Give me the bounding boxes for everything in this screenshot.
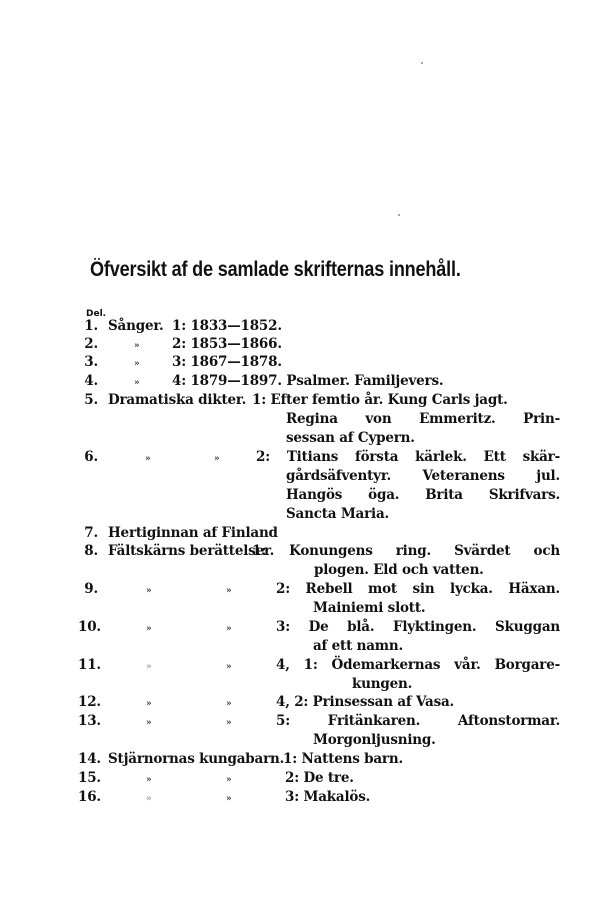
ditto-mark: » xyxy=(226,662,232,672)
volume-contents: 2: Rebell mot sin lycka. Häxan. xyxy=(276,581,560,597)
ditto-mark: » xyxy=(145,454,151,464)
work-title: Sånger. xyxy=(108,318,164,334)
ditto-mark: » xyxy=(226,624,232,634)
volume-contents-cont: plogen. Eld och vatten. xyxy=(314,562,484,578)
volume-contents-cont: Regina von Emmeritz. Prin- xyxy=(286,411,560,427)
volume-number: 7. xyxy=(84,525,98,541)
ditto-mark: » xyxy=(146,699,152,709)
volume-contents-cont: Hangös öga. Brita Skrifvars. xyxy=(286,487,560,503)
volume-contents: 1: Konungens ring. Svärdet och xyxy=(252,543,560,559)
volume-number: 13. xyxy=(78,713,101,729)
volume-contents: 3: 1867—1878. xyxy=(172,354,282,370)
ditto-mark: » xyxy=(214,454,220,464)
ditto-mark: » xyxy=(146,624,152,634)
volume-number: 2. xyxy=(84,336,98,352)
ditto-mark: » xyxy=(226,586,232,596)
volume-contents: 3: Makalös. xyxy=(285,789,371,805)
volume-contents-cont: Sancta Maria. xyxy=(286,506,389,522)
volume-number: 6. xyxy=(84,449,98,465)
volume-contents-cont: af ett namn. xyxy=(313,638,403,654)
volume-contents: 1: Nattens barn. xyxy=(283,751,403,767)
page-title: Öfversikt af de samlade skrifternas innehåll. xyxy=(90,258,461,281)
work-title: Dramatiska dikter. xyxy=(108,392,247,408)
work-title: Fältskärns berättelser. xyxy=(108,543,275,559)
ditto-mark: » xyxy=(226,699,232,709)
volume-number: 11. xyxy=(78,657,101,673)
volume-number: 10. xyxy=(78,619,101,635)
volume-contents: 2: Titians första kärlek. Ett skär- xyxy=(256,449,560,465)
volume-number: 14. xyxy=(78,751,101,767)
del-column-label: Del. xyxy=(86,309,107,319)
work-title: Hertiginnan af Finland xyxy=(108,525,278,541)
volume-number: 1. xyxy=(84,318,98,334)
ditto-mark: » xyxy=(134,359,140,369)
work-title: Stjärnornas kungabarn. xyxy=(108,751,285,767)
volume-contents-cont: gårdsäfventyr. Veteranens jul. xyxy=(286,468,560,484)
ditto-mark: » xyxy=(146,662,152,672)
volume-contents-cont: sessan af Cypern. xyxy=(286,430,415,446)
ditto-mark: » xyxy=(226,794,232,804)
volume-contents: 1: 1833—1852. xyxy=(172,318,282,334)
ditto-mark: » xyxy=(146,718,152,728)
ditto-mark: » xyxy=(146,775,152,785)
volume-contents: 2: De tre. xyxy=(285,770,354,786)
volume-contents: 5: Fritänkaren. Aftonstormar. xyxy=(276,713,560,729)
volume-contents: 3: De blå. Flyktingen. Skuggan xyxy=(276,619,560,635)
volume-contents-cont: kungen. xyxy=(352,676,413,692)
volume-number: 16. xyxy=(78,789,101,805)
volume-contents: 4, 2: Prinsessan af Vasa. xyxy=(276,694,455,710)
ditto-mark: » xyxy=(226,718,232,728)
ditto-mark: » xyxy=(146,794,152,804)
ditto-mark: » xyxy=(134,378,140,388)
ditto-mark: » xyxy=(134,341,140,351)
ditto-mark: » xyxy=(146,586,152,596)
volume-contents: 4: 1879—1897. Psalmer. Familjevers. xyxy=(172,373,444,389)
scan-speck xyxy=(421,62,423,64)
volume-contents-cont: Mainiemi slott. xyxy=(313,600,426,616)
volume-contents: 4, 1: Ödemarkernas vår. Borgare- xyxy=(276,657,560,673)
scan-speck xyxy=(398,214,400,216)
volume-number: 15. xyxy=(78,770,101,786)
volume-contents: 1: Efter femtio år. Kung Carls jagt. xyxy=(252,392,508,408)
volume-number: 12. xyxy=(78,694,101,710)
volume-number: 8. xyxy=(84,543,98,559)
ditto-mark: » xyxy=(226,775,232,785)
volume-number: 4. xyxy=(84,373,98,389)
volume-number: 9. xyxy=(84,581,98,597)
volume-number: 3. xyxy=(84,354,98,370)
volume-number: 5. xyxy=(84,392,98,408)
volume-contents-cont: Morgonljusning. xyxy=(313,732,436,748)
volume-contents: 2: 1853—1866. xyxy=(172,336,282,352)
